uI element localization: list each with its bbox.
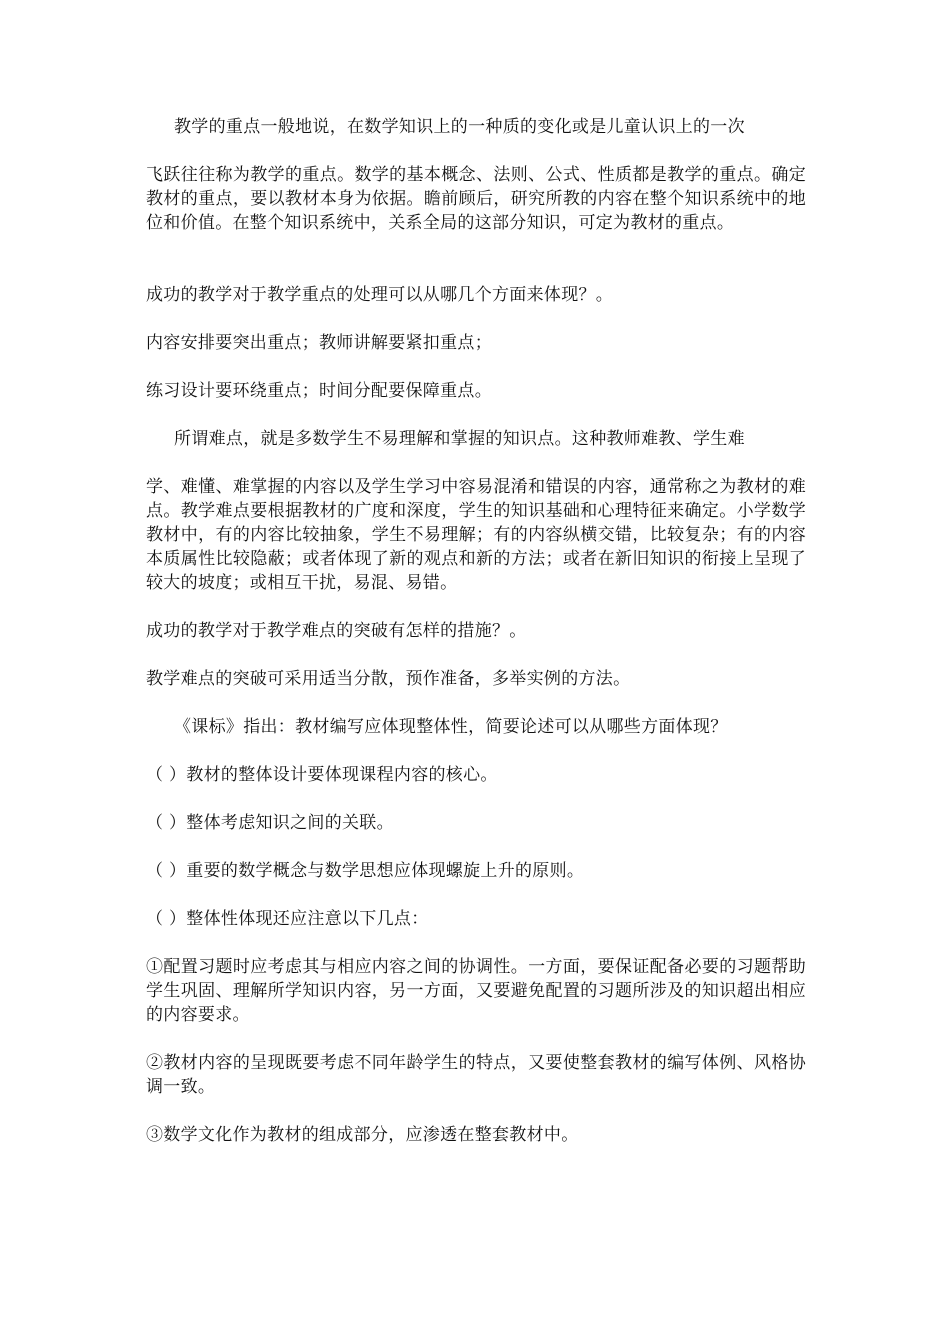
paragraph-key-point-definition: 飞跃往往称为教学的重点。数学的基本概念、法则、公式、性质都是教学的重点。确定教材的重点，要以教材本身为依据。瞻前顾后，研究所教的内容在整个知识系统中的地位和价值。在整个知识系统中，关系全局的这部分知识，可定为教材的重点。 <box>146 165 806 233</box>
paragraph-item-1: ①配置习题时应考虑其与相应内容之间的协调性。一方面，要保证配备必要的习题帮助学生巩固、理解所学知识内容，另一方面，又要避免配置的习题所涉及的知识超出相应的内容要求。 <box>146 957 806 1025</box>
paragraph-standards-question: 《课标》指出：教材编写应体现整体性，简要论述可以从哪些方面体现？ <box>174 717 728 737</box>
paragraph-difficulty-definition: 学、难懂、难掌握的内容以及学生学习中容易混淆和错误的内容，通常称之为教材的难点。教学难点要根据教材的广度和深度，学生的知识基础和心理特征来确定。小学数学教材中，有的内容比较抽象，学生不易理解；有的内容纵横交错，比较复杂；有的内容本质属性比较隐蔽；或者体现了新的观点和新的方法；或者在新旧知识的衔接上呈现了较大的坡度；或相互干扰，易混、易错。 <box>146 477 806 593</box>
paragraph-difficulty-answer: 教学难点的突破可采用适当分散，预作准备，多举实例的方法。 <box>146 669 631 689</box>
paragraph-key-point-intro: 教学的重点一般地说，在数学知识上的一种质的变化或是儿童认识上的一次 <box>174 117 745 137</box>
paragraph-standards-point-4: （ ）整体性体现还应注意以下几点： <box>146 909 429 929</box>
paragraph-difficulty-question: 成功的教学对于教学难点的突破有怎样的措施？。 <box>146 621 527 641</box>
paragraph-key-point-answer-2: 练习设计要环绕重点；时间分配要保障重点。 <box>146 381 492 401</box>
paragraph-standards-point-3: （ ）重要的数学概念与数学思想应体现螺旋上升的原则。 <box>146 861 585 881</box>
paragraph-key-point-answer-1: 内容安排要突出重点；教师讲解要紧扣重点； <box>146 333 492 353</box>
paragraph-key-point-question: 成功的教学对于教学重点的处理可以从哪几个方面来体现？。 <box>146 285 614 305</box>
paragraph-standards-point-1: （ ）教材的整体设计要体现课程内容的核心。 <box>146 765 498 785</box>
paragraph-standards-point-2: （ ）整体考虑知识之间的关联。 <box>146 813 394 833</box>
paragraph-item-3: ③数学文化作为教材的组成部分，应渗透在整套教材中。 <box>146 1125 579 1145</box>
paragraph-item-2: ②教材内容的呈现既要考虑不同年龄学生的特点，又要使整套教材的编写体例、风格协调一致。 <box>146 1053 806 1097</box>
paragraph-difficulty-intro: 所谓难点，就是多数学生不易理解和掌握的知识点。这种教师难教、学生难 <box>174 429 745 449</box>
